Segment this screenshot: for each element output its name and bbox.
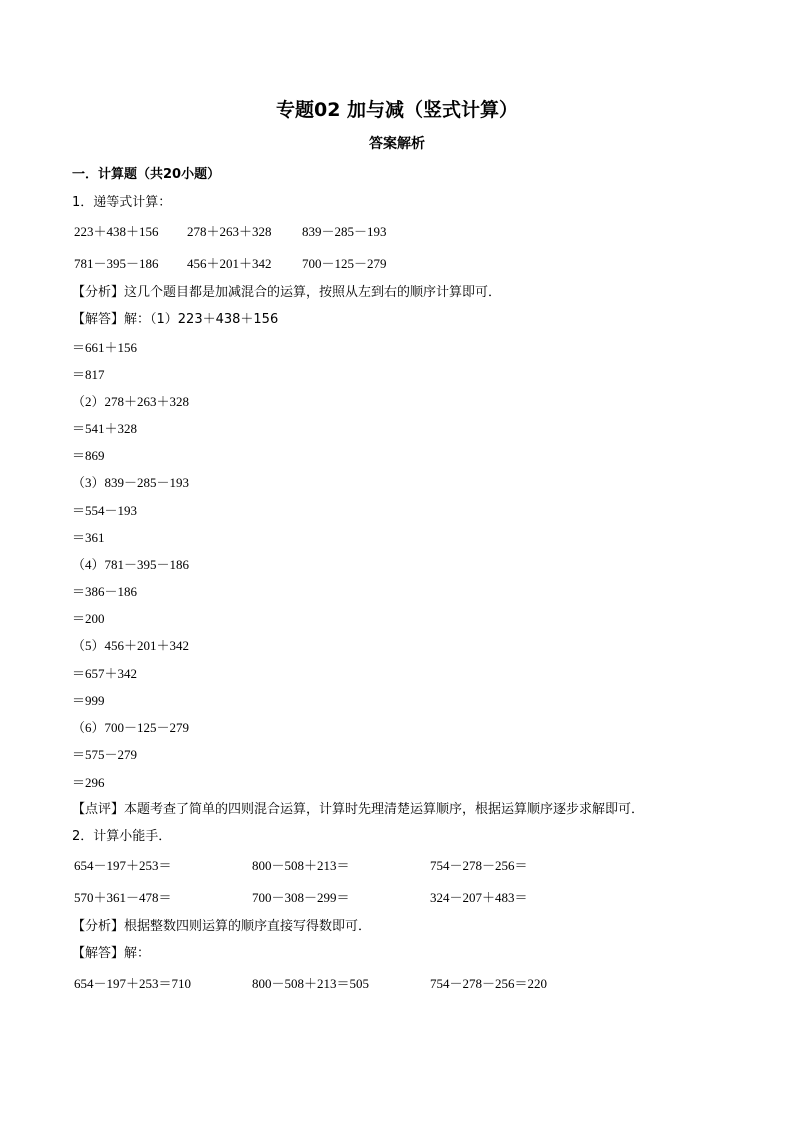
q1-step: ＝999 xyxy=(72,693,105,708)
q2-answer: 800－508＋213＝505 xyxy=(252,976,370,991)
q1-step: （4）781－395－186 xyxy=(72,557,190,572)
q1-comment: 【点评】本题考查了简单的四则混合运算，计算时先理清楚运算顺序，根据运算顺序逐步求解即可． xyxy=(72,802,645,817)
q1-expression: 839－285－193 xyxy=(302,224,387,239)
page-subtitle: 答案解析 xyxy=(369,136,425,152)
q1-step: ＝817 xyxy=(72,367,105,382)
q1-analysis: 【分析】这几个题目都是加减混合的运算，按照从左到右的顺序计算即可． xyxy=(72,285,502,300)
q1-step: ＝661＋156 xyxy=(72,340,138,355)
q1-step: ＝541＋328 xyxy=(72,421,138,436)
q2-expression: 754－278－256＝ xyxy=(430,858,528,873)
q2-prompt: 2．计算小能手． xyxy=(72,829,172,844)
q2-expression: 570＋361－478＝ xyxy=(74,890,172,905)
q2-expression: 324－207＋483＝ xyxy=(430,890,528,905)
q1-expression: 781－395－186 xyxy=(74,256,159,271)
q1-expression: 700－125－279 xyxy=(302,256,387,271)
q1-expression: 456＋201＋342 xyxy=(187,256,272,271)
q1-step: （6）700－125－279 xyxy=(72,720,190,735)
q2-expression: 654－197＋253＝ xyxy=(74,858,172,873)
q2-expression: 800－508＋213＝ xyxy=(252,858,350,873)
q1-step: ＝657＋342 xyxy=(72,666,138,681)
q2-expression: 700－308－299＝ xyxy=(252,890,350,905)
q1-step: ＝554－193 xyxy=(72,503,138,518)
q1-step: （5）456＋201＋342 xyxy=(72,638,190,653)
q1-step: ＝575－279 xyxy=(72,747,138,762)
page-title: 专题02 加与减（竖式计算） xyxy=(275,99,519,121)
q1-step: （2）278＋263＋328 xyxy=(72,394,190,409)
q1-expression: 223＋438＋156 xyxy=(74,224,159,239)
q1-step: （3）839－285－193 xyxy=(72,475,190,490)
section-heading: 一．计算题（共20小题） xyxy=(72,167,221,182)
q1-step: ＝296 xyxy=(72,775,105,790)
q2-answer: 754－278－256＝220 xyxy=(430,976,548,991)
q1-answer-intro: 【解答】解：（1）223＋438＋156 xyxy=(72,312,279,327)
q2-answer: 654－197＋253＝710 xyxy=(74,976,192,991)
q1-step: ＝869 xyxy=(72,448,105,463)
q1-step: ＝361 xyxy=(72,530,105,545)
q1-prompt: 1．递等式计算： xyxy=(72,195,172,210)
q2-answer-intro: 【解答】解： xyxy=(72,946,151,961)
q1-expression: 278＋263＋328 xyxy=(187,224,272,239)
q1-step: ＝386－186 xyxy=(72,584,138,599)
q1-step: ＝200 xyxy=(72,611,105,626)
q2-analysis: 【分析】根据整数四则运算的顺序直接写得数即可． xyxy=(72,919,372,934)
